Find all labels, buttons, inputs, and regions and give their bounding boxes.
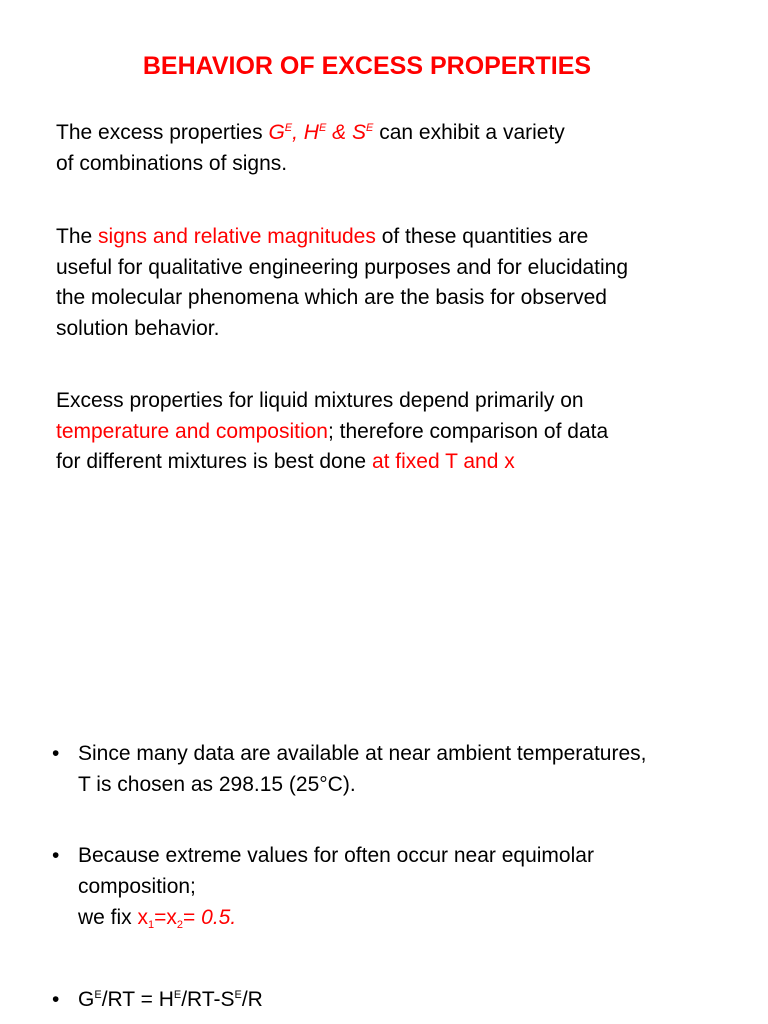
bullet-equation bbox=[52, 984, 742, 1015]
ge-symbol: $G^E$, $H^E$ & $S^E$ bbox=[268, 121, 374, 144]
excess-equation: $G^E/RT = H^E/RT-S^E/R$ bbox=[78, 988, 263, 1011]
fixed-t-x-highlight: at fixed T and x bbox=[371, 450, 515, 473]
bullet-temperature: • Since many data are available at near ambient temperatures, T is chosen as 298.15 (25°C). bbox=[52, 738, 742, 800]
paragraph-excess-properties bbox=[56, 118, 736, 179]
bullet-composition: • Because extreme values for often occur near equimolar composition; we fix $x_1=x_2= 0.5$. bbox=[52, 840, 742, 933]
paragraph-signs: The signs and relative magnitudes of these quantities are useful for qualitative engineering purposes and for elucidating the molecular phenomena which are the basis for observed solution behavior. bbox=[56, 225, 629, 340]
p1-text-end: can exhibit a variety bbox=[373, 121, 565, 144]
bullet-marker: • bbox=[52, 844, 60, 867]
bullet-marker: • bbox=[52, 742, 60, 765]
paragraph-liquid-mixtures: Excess properties for liquid mixtures depend primarily on temperature and composition; therefore comparison of data for different mixtures is best done at fixed T and x bbox=[56, 389, 609, 473]
mole-fraction-expr: $x_1=x_2= 0.5$. bbox=[137, 906, 237, 931]
slide-title: BEHAVIOR OF EXCESS PROPERTIES bbox=[142, 52, 592, 80]
p1-line2: of combinations of signs. bbox=[56, 151, 288, 175]
p1-text: The excess properties bbox=[56, 121, 269, 144]
bullet-marker: • bbox=[52, 988, 60, 1011]
signs-highlight: signs and relative magnitudes bbox=[98, 225, 376, 248]
temp-composition-highlight: temperature and composition bbox=[56, 419, 328, 443]
